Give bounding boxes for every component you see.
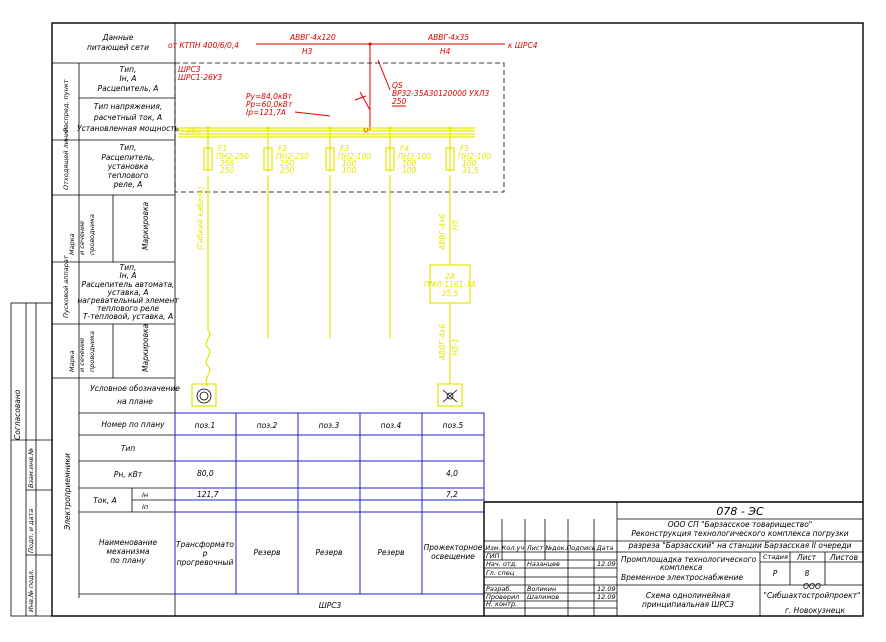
receivers-label: Электроприемники — [63, 453, 72, 530]
wire-mark-1c: проводника — [88, 213, 96, 255]
current-label: Ток, А — [93, 496, 117, 505]
dist-type-2: Iн, А — [119, 74, 137, 83]
starter-type: ПМЛ-1161-1А — [423, 280, 477, 289]
panel-name: ШРС3 — [178, 65, 201, 74]
busbar — [178, 126, 475, 137]
role-cell: Проверил — [486, 593, 520, 601]
object-2: комплекса — [660, 563, 703, 572]
drawing-2: принципиальная ШРС3 — [642, 600, 734, 609]
switch-type: ВР32-35А30120000 УХЛ3 — [392, 89, 490, 98]
symbol-label-2: на плане — [117, 397, 153, 406]
switch-rating: 250 — [392, 97, 407, 106]
fuse-rating-b: 100 — [342, 166, 357, 175]
supply-data-line2: питающей сети — [87, 43, 149, 52]
marking-1: Маркировка — [141, 201, 150, 250]
fuse-code: F3 — [340, 144, 350, 153]
receiver-cells — [176, 421, 483, 567]
wire-mark-2c: проводника — [88, 330, 96, 372]
fuse-code: F4 — [400, 144, 410, 153]
fuse-code: F5 — [460, 144, 470, 153]
org-3: г. Новокузнецк — [784, 606, 846, 615]
name-cell: Трансформато — [176, 540, 234, 549]
name-cell: Резерв — [315, 548, 343, 557]
starter-code: 2А — [445, 272, 455, 281]
out-type-3: установка — [107, 162, 149, 171]
fuse-rating-b: 31,5 — [462, 166, 479, 175]
wire-mark-1b: и сечение — [78, 220, 86, 255]
name-label-3: по плану — [110, 556, 146, 565]
org-2: "Сибшахтостройпроект" — [763, 591, 861, 600]
starter-4: уставка, А — [107, 288, 149, 297]
wire-mark-2a: Марка — [68, 350, 76, 372]
switch-code: QS — [392, 81, 403, 90]
position-cell: поз.3 — [318, 421, 340, 430]
voltage-1: Тип напряжения, — [93, 102, 163, 111]
dist-point-label: Распред. пункт — [62, 79, 70, 132]
position-cell: поз.1 — [194, 421, 216, 430]
out-type-5: реле, А — [113, 180, 143, 189]
starter-label: Пусковой аппарат — [62, 255, 70, 318]
current-cell: 121,7 — [197, 490, 219, 499]
in-label: Iн — [142, 491, 149, 499]
power-cell: 80,0 — [197, 469, 214, 478]
wire-mark-2b: и сечение — [78, 337, 86, 372]
fuse-rating-b: 100 — [402, 166, 417, 175]
fuse-type: ПН2-100 — [338, 152, 372, 161]
bus-voltage: ~380 — [180, 126, 201, 135]
panel-rr: Pр=60,0кВт — [246, 100, 293, 109]
line5-cable-b: АВВГ-4х6 — [438, 323, 447, 360]
name-label-2: механизма — [106, 547, 150, 556]
role-cell: Н. контр. — [486, 600, 518, 608]
date-cell: 12.09 — [597, 560, 616, 568]
name-cell: освещение — [431, 552, 475, 561]
fuse-code: F2 — [278, 144, 288, 153]
title-col-head: Подпись — [566, 544, 596, 552]
position-cell: поз.2 — [256, 421, 278, 430]
supply-lines — [168, 33, 538, 132]
supply-data-line1: Данные — [102, 33, 134, 42]
title-col-head: Изм. — [485, 544, 501, 552]
line-1 — [192, 175, 216, 406]
stage-head: Стадия — [763, 553, 788, 561]
supply-cable-1: АВВГ-4х120 — [290, 33, 336, 42]
supply-to: к ШРС4 — [508, 41, 538, 50]
name-cell: Резерв — [377, 548, 405, 557]
role-cell: Разраб. — [486, 585, 512, 593]
plan-number-label: Номер по плану — [101, 420, 165, 429]
current-cell: 7,2 — [446, 490, 458, 499]
object-1: Промплощадка технологического — [621, 555, 757, 564]
name-cell: р — [202, 549, 208, 558]
fuse-code: F1 — [218, 144, 228, 153]
line1-cable: (Гибкий кабель) — [196, 186, 205, 250]
position-cell: поз.4 — [380, 421, 402, 430]
fuse-rating-a: 250 — [220, 159, 235, 168]
power-cell: 4,0 — [446, 469, 458, 478]
fuse-rating-b: 250 — [280, 166, 295, 175]
org-1: ООО — [803, 582, 821, 591]
drawing-1: Схема однолинейная — [645, 591, 731, 600]
fuse-rating-a: 100 — [402, 159, 417, 168]
voltage-3: Установленная мощность — [77, 124, 179, 133]
stage-value: Р — [772, 569, 778, 578]
left-strip — [11, 303, 52, 616]
symbol-label-1: Условное обозначение — [90, 384, 180, 393]
title-col-head: Кол.уч — [501, 544, 525, 552]
object-3: Временное электроснабжение — [621, 573, 743, 582]
panel-ir: Iр=121,7А — [246, 108, 286, 117]
out-type-2: Расцепитель, — [101, 153, 155, 162]
starter-5: нагревательный элемент — [77, 296, 179, 305]
type-label: Тип — [120, 444, 136, 453]
date-cell: 12.09 — [597, 593, 616, 601]
starter-1: Тип, — [119, 263, 137, 272]
outgoing-label: Отходящей линии — [62, 127, 70, 190]
fuse-type: ПН2-250 — [216, 152, 250, 161]
dist-type-1: Тип, — [119, 65, 137, 74]
company: ООО СП "Барзасское товарищество" — [667, 520, 813, 529]
fuse-rating-a: 100 — [342, 159, 357, 168]
fuse-rating-b: 250 — [220, 166, 235, 175]
person-name: Воликин — [527, 585, 557, 593]
starter-6: теплового реле — [97, 304, 159, 313]
title-col-head: №док. — [545, 544, 567, 552]
name-cell: Резерв — [253, 548, 281, 557]
panel-type: ШРС1-26У3 — [178, 73, 223, 82]
sheet-head: Лист — [797, 553, 817, 562]
name-label-1: Наименование — [98, 538, 158, 547]
supply-cable-2: АВВГ-4х35 — [428, 33, 470, 42]
sign-date-label: Подп. и дата — [27, 508, 35, 553]
title-block-rows — [485, 544, 615, 608]
sheet-value: 8 — [804, 569, 810, 578]
starter-rating: 35,5 — [441, 289, 459, 298]
role-cell: Гл. спец — [486, 569, 515, 577]
replace-inv-label: Взам.инв.№ — [27, 448, 35, 488]
agreed-label: Согласовано — [13, 389, 22, 440]
project-1: Реконструкция технологического комплекса погрузки — [631, 529, 849, 538]
voltage-2: расчетный ток, А — [93, 113, 163, 122]
sheets-head: Листов — [830, 553, 859, 562]
line5-cable-b-id: Н5-1 — [451, 338, 460, 356]
role-cell: Нач. отд. — [486, 560, 518, 568]
supply-h1: Н3 — [302, 47, 313, 56]
name-cell: Прожекторное — [423, 543, 483, 552]
power-label: Pн, кВт — [113, 470, 143, 479]
fuse-rating-a: 100 — [462, 159, 477, 168]
person-name: Шалимов — [527, 593, 560, 601]
supply-from: от КТПН 400/6/0,4 — [168, 41, 239, 50]
starter-2: Iн, А — [119, 271, 137, 280]
out-type-4: теплового — [107, 171, 149, 180]
dist-type-3: Расцепитель, А — [97, 84, 159, 93]
fuse-type: ПН2-100 — [398, 152, 432, 161]
doc-code: 078 - ЭС — [716, 505, 764, 518]
floodlight-symbol — [443, 390, 457, 402]
date-cell: 12.09 — [597, 585, 616, 593]
transformer-symbol — [197, 389, 211, 403]
starter-7: Т-тепловой, уставка, А — [82, 312, 174, 321]
person-name: Назанцев — [527, 560, 560, 568]
line5-cable-a-id: Н5 — [451, 219, 460, 230]
project-2: разреза "Барзасский" на станции Барзасская II очереди — [628, 541, 852, 550]
panel-ru: Pу=84,0кВт — [246, 92, 292, 101]
starter-3: Расцепитель автомата, — [81, 280, 175, 289]
title-col-head: Дата — [596, 544, 614, 552]
name-cell: прогревочный — [176, 558, 234, 567]
fuse-type: ПН2-100 — [458, 152, 492, 161]
supply-h2: Н4 — [440, 47, 451, 56]
position-cell: поз.5 — [442, 421, 464, 430]
line5-cable-a: АВВГ-4х6 — [438, 213, 447, 250]
ip-label: Iп — [142, 503, 149, 511]
title-col-head: Лист — [526, 544, 544, 552]
fuse-type: ПН2-250 — [276, 152, 310, 161]
out-type-1: Тип, — [119, 143, 137, 152]
inv-no-label: Инв.№ подл. — [27, 569, 35, 612]
wire-mark-1a: Марка — [68, 233, 76, 255]
bottom-panel-label: ШРС3 — [318, 601, 342, 610]
role-cell: ГИП — [486, 552, 500, 560]
fuse-rating-a: 250 — [280, 159, 295, 168]
line-5 — [424, 175, 476, 406]
marking-2: Маркировка — [141, 323, 150, 372]
